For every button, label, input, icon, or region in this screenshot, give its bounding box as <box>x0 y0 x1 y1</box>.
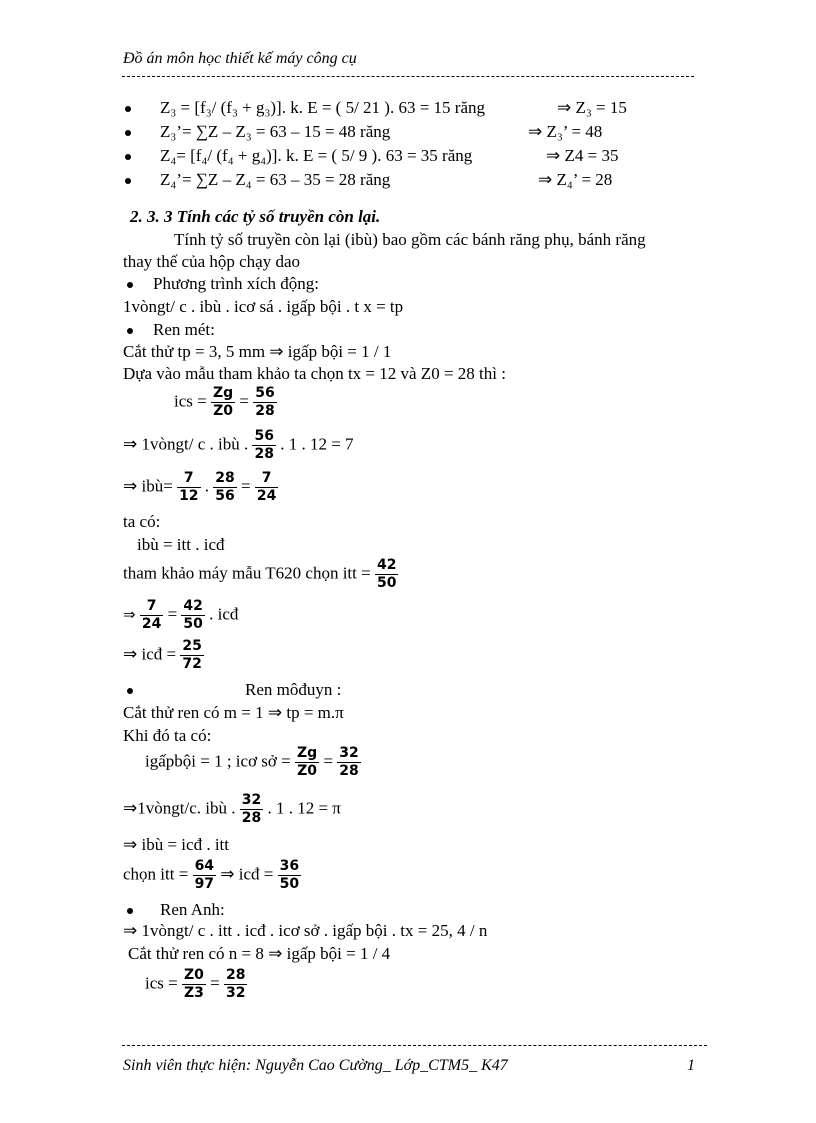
formula-icd: ⇒ icđ = $\frac{25}{72}$ <box>123 638 202 672</box>
intro-text-2: thay thế của hộp chạy dao <box>123 252 301 271</box>
text-line: Cắt thử ren có n = 8 ⇒ igấp bội = 1 / 4 <box>128 944 391 963</box>
text-line: Cắt thử tp = 3, 5 mm ⇒ igấp bội = 1 / 1 <box>123 342 392 361</box>
fraction: $\frac{Zg}{Z0}$ <box>212 385 234 419</box>
fraction: $\frac{42}{50}$ <box>376 557 397 591</box>
bullet-result: ⇒ Z₄’ = 28 <box>538 170 613 189</box>
fraction: $\frac{25}{72}$ <box>182 638 202 672</box>
bullet-line: Z₃ = [f₃/ (f₃ + g₃)]. k. E = ( 5/ 21 ). 63 = 15 răng <box>160 98 486 117</box>
subheading: Phương trình xích động: <box>153 274 320 293</box>
subheading: Ren Anh: <box>160 900 225 919</box>
fraction: $\frac{56}{28}$ <box>254 428 274 462</box>
header-divider <box>122 76 694 79</box>
equation-line: ⇒ 1vòngt/ c . itt . icđ . icơ sở . igấp bội . tx = 25, 4 / n <box>123 921 488 940</box>
fraction: $\frac{7}{12}$ <box>179 470 199 504</box>
equation-line: 1vòngt/ c . ibù . icơ sá . igấp bội . t x = tp <box>123 297 404 316</box>
formula-label: ics = <box>174 391 207 411</box>
fraction: $\frac{7}{24}$ <box>256 470 277 504</box>
formula-ics-2: ics = $\frac{Z0}{Z3}$ = $\frac{28}{32}$ <box>145 967 246 1001</box>
formula-igap: igấpbội = 1 ; icơ sở = $\frac{Zg}{Z0}$ = $\frac{32}{28}$ <box>145 745 359 779</box>
formula-ics: ics = $\frac{Zg}{Z0}$ = $\frac{56}{28}$ <box>174 385 275 419</box>
fraction: $\frac{28}{56}$ <box>215 470 235 504</box>
fraction: $\frac{64}{97}$ <box>194 858 215 892</box>
fraction: $\frac{28}{32}$ <box>225 967 246 1001</box>
formula-itt: tham khảo máy mẫu T620 chọn itt = $\frac{42}{50}$ <box>123 557 397 591</box>
fraction: $\frac{Z0}{Z3}$ <box>183 967 204 1001</box>
bullet-line: Z₄’= ∑Z – Z₄ = 63 – 35 = 28 răng <box>160 170 391 189</box>
formula-eq2: ⇒1vòngt/c. ibù . $\frac{32}{28}$ . 1 . 12 = π <box>123 792 341 826</box>
footer-author: Sinh viên thực hiện: Nguyễn Cao Cường_ Lớp_CTM5_ K47 <box>123 1057 508 1074</box>
bullet-icon <box>127 688 133 694</box>
fraction: $\frac{42}{50}$ <box>183 598 203 632</box>
fraction: $\frac{36}{50}$ <box>279 858 300 892</box>
bullet-result: ⇒ Z₃’ = 48 <box>528 122 603 141</box>
section-heading: 2. 3. 3 Tính các tỷ số truyền còn lại. <box>130 207 381 226</box>
text-line: Dựa vào mẫu tham khảo ta chọn tx = 12 và Z0 = 28 thì : <box>123 364 506 383</box>
bullet-line: Z₃’= ∑Z – Z₃ = 63 – 15 = 48 răng <box>160 122 391 141</box>
subheading: Ren mét: <box>153 320 215 339</box>
bullet-icon <box>127 282 133 288</box>
bullet-icon <box>127 328 133 334</box>
page-number: 1 <box>687 1057 695 1074</box>
text-line: Cắt thử ren có m = 1 ⇒ tp = m.π <box>123 703 344 722</box>
bullet-result: ⇒ Z₃ = 15 <box>557 98 627 117</box>
bullet-icon <box>125 154 131 160</box>
fraction: $\frac{32}{28}$ <box>339 745 359 779</box>
subheading: Ren môđuyn : <box>245 680 342 699</box>
fraction: $\frac{7}{24}$ <box>141 598 162 632</box>
bullet-icon <box>125 130 131 136</box>
text-line: Khi đó ta có: <box>123 726 212 745</box>
formula-ratio: ⇒ $\frac{7}{24}$ = $\frac{42}{50}$ . icđ <box>123 598 239 632</box>
equation-line: ibù = itt . icđ <box>137 535 225 554</box>
intro-text-1: Tính tỷ số truyền còn lại (ibù) bao gồm các bánh răng phụ, bánh răng <box>174 230 646 249</box>
bullet-icon <box>125 178 131 184</box>
equation-line: ⇒ ibù = icđ . itt <box>123 835 229 854</box>
fraction: $\frac{32}{28}$ <box>241 792 262 826</box>
bullet-icon <box>127 908 133 914</box>
page-header-title: Đồ án môn học thiết kế máy công cụ <box>123 50 357 67</box>
fraction: $\frac{Zg}{Z0}$ <box>297 745 318 779</box>
formula-eq1: ⇒ 1vòngt/ c . ibù . $\frac{56}{28}$ . 1 . 12 = 7 <box>123 428 354 462</box>
fraction: $\frac{56}{28}$ <box>255 385 275 419</box>
formula-ibu: ⇒ ibù= $\frac{7}{12}$ . $\frac{28}{56}$ = $\frac{7}{24}$ <box>123 470 277 504</box>
text-line: ta có: <box>123 512 161 531</box>
formula-chon: chọn itt = $\frac{64}{97}$ ⇒ icđ = $\frac{36}{50}$ <box>123 858 300 892</box>
bullet-result: ⇒ Z4 = 35 <box>546 146 619 165</box>
bullet-icon <box>125 106 131 112</box>
bullet-line: Z₄= [f₄/ (f₄ + g₄)]. k. E = ( 5/ 9 ). 63 = 35 răng <box>160 146 473 165</box>
footer-divider <box>122 1045 707 1048</box>
